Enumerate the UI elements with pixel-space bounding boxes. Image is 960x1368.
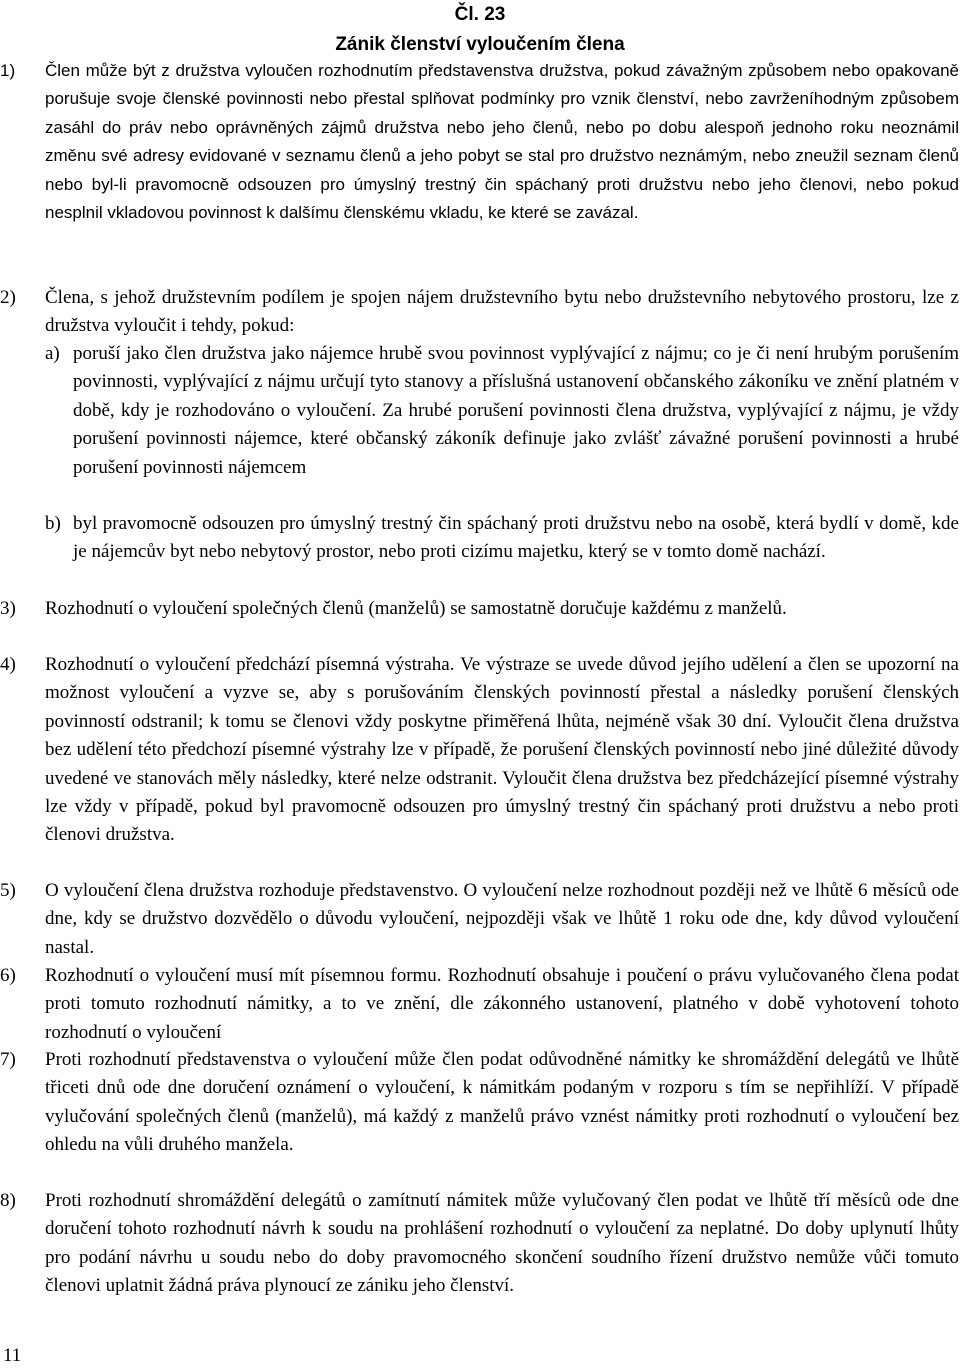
page-number: 11 — [3, 1345, 22, 1366]
item-text: Proti rozhodnutí představenstva o vyloučení může člen podat odůvodněné námitky ke shromáždění delegátů ve lhůtě třiceti dnů ode dne doručení oznámení o vyloučení, k námitkám podaným v rozporu s tím se nepřihlíží. V případě vylučování společných členů (manželů), má každý z manželů právo vznést námitky proti rozhodnutí o vyloučení bez ohledu na vůli druhého manžela. — [45, 1049, 959, 1156]
article-number: Čl. 23 — [454, 4, 506, 25]
item-number: 3) — [0, 598, 16, 619]
item-text: Rozhodnutí o vyloučení musí mít písemnou formu. Rozhodnutí obsahuje i poučení o právu vylučovaného člena podat proti tomuto rozhodnutí námitky, a to ve znění, dle zákonného ustanovení, platného v době vyhotovení tohoto rozhodnutí o vyloučení — [45, 965, 959, 1043]
item-number: 8) — [0, 1190, 16, 1211]
item-number: 6) — [0, 965, 16, 986]
item-number: 2) — [0, 287, 16, 308]
item-text: Rozhodnutí o vyloučení předchází písemná výstraha. Ve výstraze se uvede důvod jejího udělení a člen se upozorní na možnost vyloučení a vyzve se, aby s porušováním členských povinností přestal a následky porušení členských povinností odstranil; k tomu se členovi vždy poskytne přiměřená lhůta, nejméně však 30 dní. Vyloučit člena družstva bez udělení této předchozí písemné výstrahy lze v případě, že porušení členských povinností nebo jiné důležité důvody uvedené ve stanovách měly následky, které nelze odstranit. Vyloučit člena družstva bez předcházející písemné výstrahy lze vždy v případě, pokud byl pravomocně odsouzen pro úmyslný trestný čin spáchaný proti družstvu a nebo proti členovi družstva. — [45, 654, 959, 846]
item-number: 1) — [0, 61, 16, 80]
subitem-text: byl pravomocně odsouzen pro úmyslný trestný čin spáchaný proti družstvu nebo na osobě, která bydlí v domě, kde je nájemcův byt nebo nebytový prostor, nebo proti cizímu majetku, který se v tomto domě nachází. — [73, 513, 959, 563]
item-number: 5) — [0, 880, 16, 901]
item-text: Rozhodnutí o vyloučení společných členů (manželů) se samostatně doručuje každému z manželů. — [45, 598, 787, 619]
item-text: Člen může být z družstva vyloučen rozhodnutím představenstva družstva, pokud závažným způsobem nebo opakovaně porušuje svoje členské povinnosti nebo přestal splňovat podmínky pro vznik členství, nebo zavrženíhodným způsobem zasáhl do práv nebo oprávněných zájmů družstva nebo jeho členů, nebo po dobu alespoň jednoho roku neoznámil změnu své adresy evidované v seznamu členů a jeho pobyt se stal pro družstvo neznámým, nebo zneužil seznam členů nebo byl-li pravomocně odsouzen pro úmyslný trestný čin spáchaný proti družstvu nebo jeho členovi, nebo pokud nesplnil vkladovou povinnost k dalšímu členskému vkladu, ke které se zavázal. — [45, 61, 959, 223]
item-number: 4) — [0, 654, 16, 675]
subitem-letter: b) — [45, 513, 61, 534]
item-text: Proti rozhodnutí shromáždění delegátů o zamítnutí námitek může vylučovaný člen podat ve lhůtě tří měsíců ode dne doručení tohoto rozhodnutí návrh k soudu na prohlášení rozhodnutí o vyloučení za neplatné. Do doby uplynutí lhůty pro podání návrhu u soudu nebo do doby pravomocného skončení soudního řízení družstvo nemůže vůči tomuto členovi uplatnit žádná práva plynoucí ze zániku jeho členství. — [45, 1190, 959, 1297]
article-title: Zánik členství vyloučením člena — [335, 34, 625, 55]
item-text: O vyloučení člena družstva rozhoduje představenstvo. O vyloučení nelze rozhodnout později než ve lhůtě 6 měsíců ode dne, kdy se družstvo dozvědělo o důvodu vyloučení, nejpozději však ve lhůtě 1 roku ode dne, kdy důvod vyloučení nastal. — [45, 880, 959, 958]
subitem-letter: a) — [45, 343, 60, 364]
subitem-text: poruší jako člen družstva jako nájemce hrubě svou povinnost vyplývající z nájmu; co je či není hrubým porušením povinnosti, vyplývající z nájmu určují tyto stanovy a příslušná ustanovení občanského zákoníku ve znění platném v době, kdy je rozhodováno o vyloučení. Za hrubé porušení povinnosti člena družstva, vyplývající z nájmu, je vždy porušení povinnosti nájemce, které občanský zákoník definuje jako zvlášť závažné porušení povinnosti a hrubé porušení povinnosti nájemcem — [73, 343, 959, 478]
item-number: 7) — [0, 1049, 16, 1070]
item-text: Člena, s jehož družstevním podílem je spojen nájem družstevního bytu nebo družstevního nebytového prostoru, lze z družstva vyloučit i tehdy, pokud: — [45, 287, 959, 337]
